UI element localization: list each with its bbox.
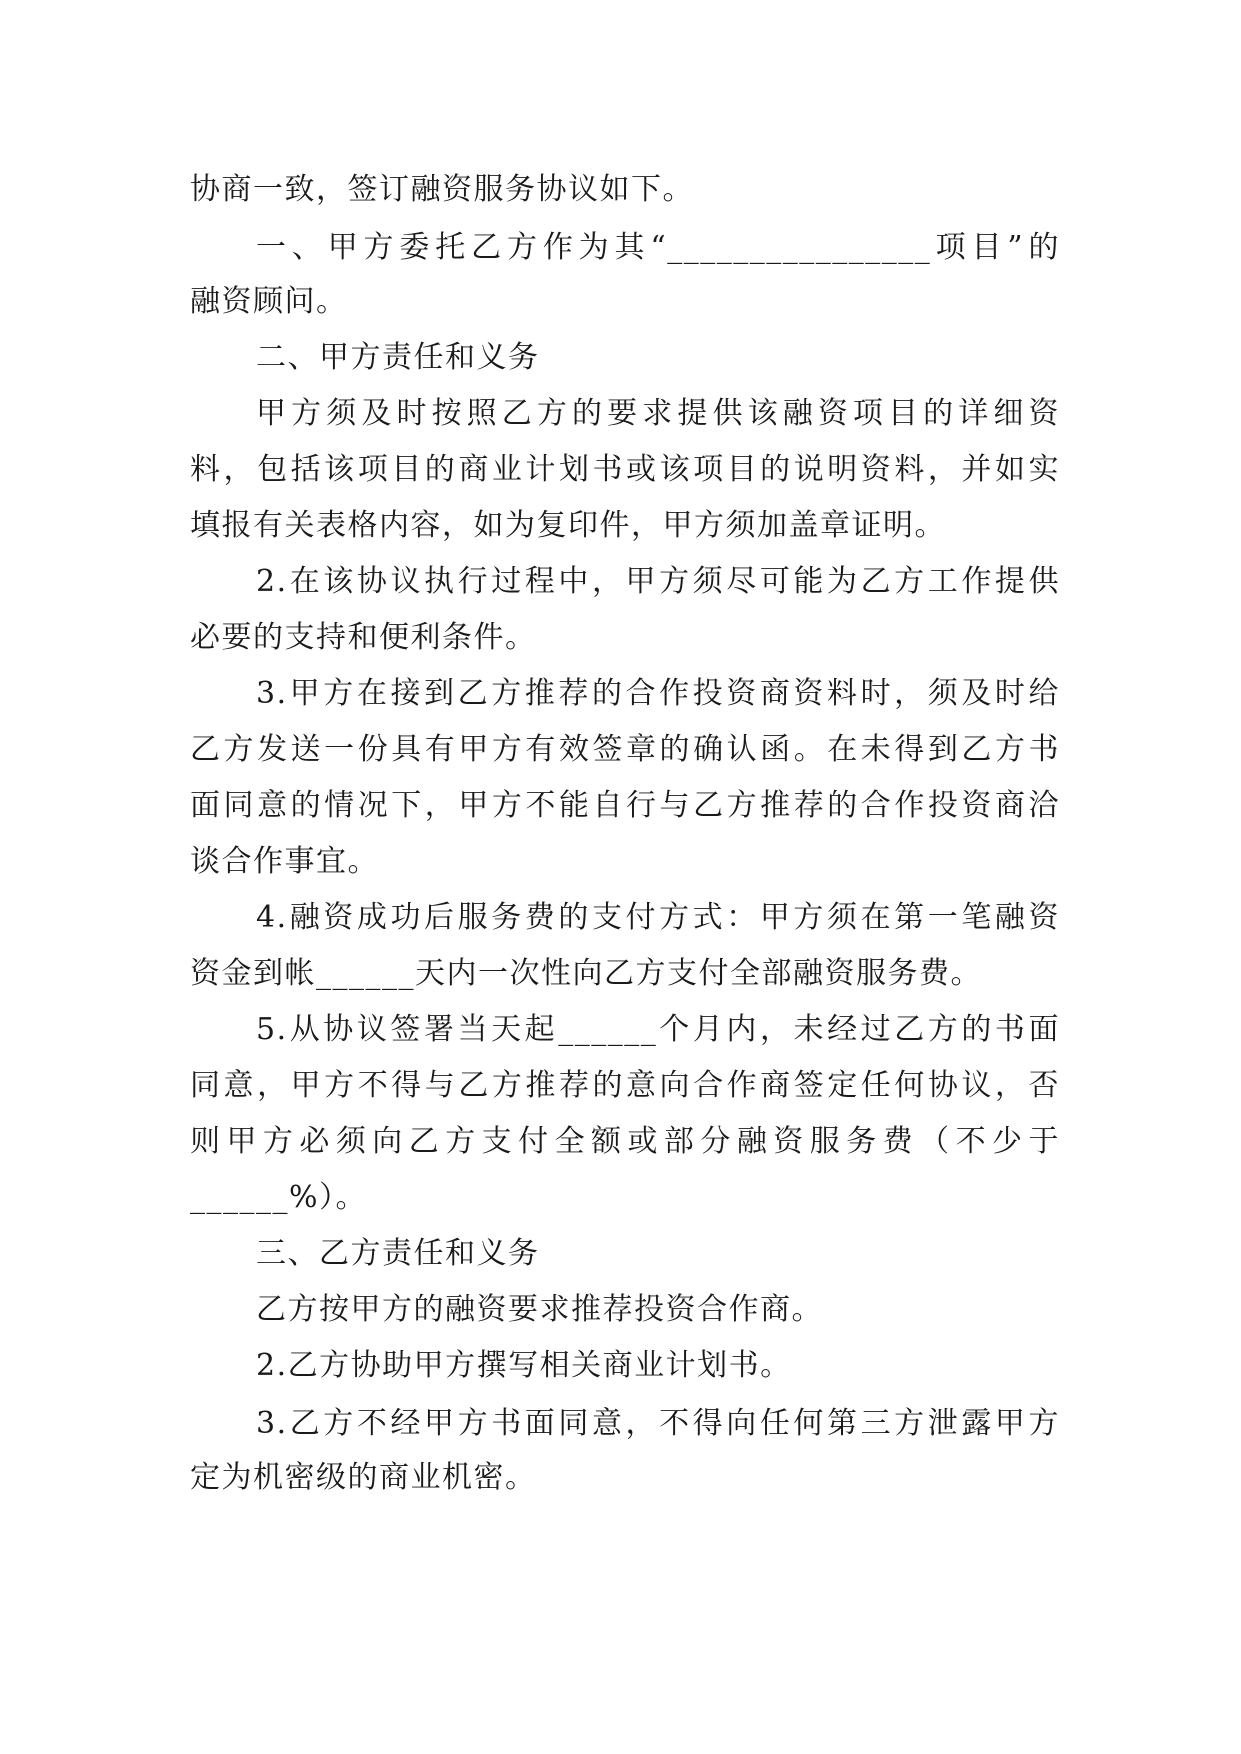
text-line: 同意，甲方不得与乙方推荐的意向合作商签定任何协议，否 <box>190 1068 1060 1103</box>
text-line: 2.乙方协助甲方撰写相关商业计划书。 <box>256 1348 792 1383</box>
text-line: 乙方按甲方的融资要求推荐投资合作商。 <box>256 1292 823 1327</box>
text-line: 料，包括该项目的商业计划书或该项目的说明资料，并如实 <box>190 452 1060 487</box>
section-heading: 二、甲方责任和义务 <box>256 340 540 375</box>
text-line: 定为机密级的商业机密。 <box>190 1460 537 1495</box>
text-line: 一、甲方委托乙方作为其“________________项目”的 <box>256 230 1060 265</box>
text-line: 协商一致，签订融资服务协议如下。 <box>190 172 694 207</box>
text-line: ______%）。 <box>190 1180 368 1215</box>
text-line: 谈合作事宜。 <box>190 844 379 879</box>
text-line: 乙方发送一份具有甲方有效签章的确认函。在未得到乙方书 <box>190 732 1060 767</box>
text-line: 3.乙方不经甲方书面同意，不得向任何第三方泄露甲方 <box>256 1406 1060 1441</box>
text-line: 填报有关表格内容，如为复印件，甲方须加盖章证明。 <box>190 508 946 543</box>
section-heading: 三、乙方责任和义务 <box>256 1236 540 1271</box>
text-line: 融资顾问。 <box>190 284 348 319</box>
text-line: 5.从协议签署当天起______个月内，未经过乙方的书面 <box>256 1012 1060 1047</box>
text-line: 4.融资成功后服务费的支付方式：甲方须在第一笔融资 <box>256 900 1060 935</box>
text-line: 2.在该协议执行过程中，甲方须尽可能为乙方工作提供 <box>256 564 1060 599</box>
text-line: 甲方须及时按照乙方的要求提供该融资项目的详细资 <box>256 396 1060 431</box>
text-line: 3.甲方在接到乙方推荐的合作投资商资料时，须及时给 <box>256 676 1060 711</box>
text-line: 面同意的情况下，甲方不能自行与乙方推荐的合作投资商洽 <box>190 788 1060 823</box>
text-line: 则甲方必须向乙方支付全额或部分融资服务费（不少于 <box>190 1124 1060 1159</box>
text-line: 必要的支持和便利条件。 <box>190 620 537 655</box>
text-line: 资金到帐______天内一次性向乙方支付全部融资服务费。 <box>190 956 982 991</box>
